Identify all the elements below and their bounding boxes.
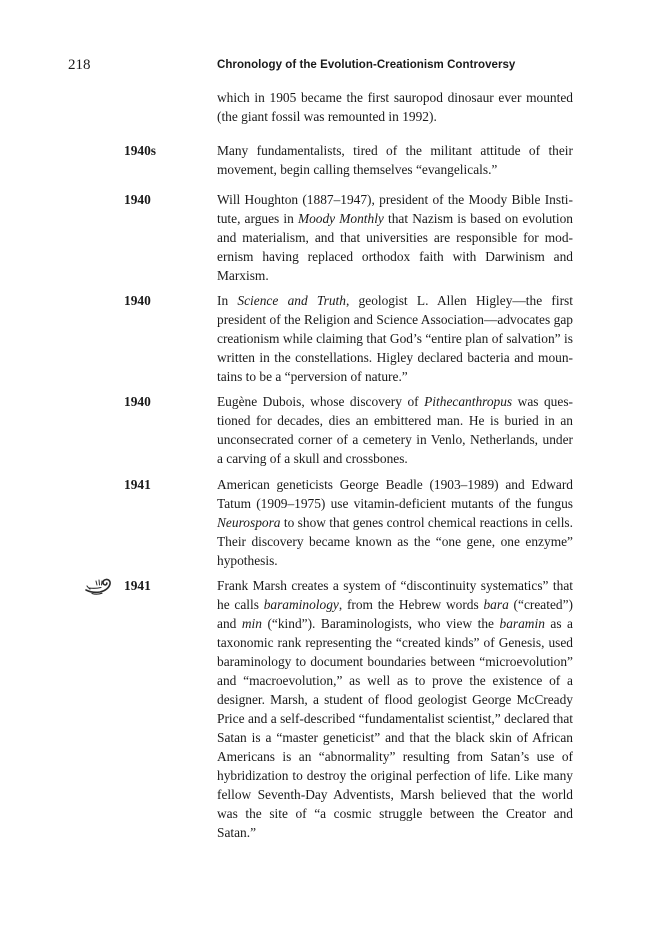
genus-name: Pithecanthropus: [424, 394, 513, 409]
entry-year: 1941: [124, 477, 151, 492]
entry-year: 1940: [124, 394, 151, 409]
entry-year: 1940: [124, 293, 151, 308]
entry-year: 1940s: [124, 143, 156, 158]
entry-text: Will Houghton (1887–1947), president of the Moody Bible Institute, argues in Moody Monthly that Nazism is based on evolution and materialism, and that universities are responsible for modernism having replaced orthodox faith with Darwinism and Marxism.: [217, 192, 574, 283]
term-baramin: baramin: [499, 616, 545, 631]
book-title: Science and Truth: [237, 293, 346, 308]
entry-year: 1940: [124, 192, 151, 207]
entry-text: American geneticists George Beadle (1903–1989) and Edward Tatum (1909–1975) use vitamin-deficient mutants of the fungus Neurospora to show that genes control chemical reactions in cells. Their discovery became known as the “one gene, one enzyme” hypothesis.: [217, 477, 573, 568]
running-head: Chronology of the Evolution-Creationism Controversy: [217, 59, 516, 71]
term-min: min: [241, 616, 262, 631]
term-baraminology: baraminology: [263, 597, 339, 612]
entry-year: 1941: [124, 578, 151, 593]
entry-text: Frank Marsh creates a system of “discontinuity systematics” that he calls baraminology, from the Hebrew words bara (“created”) and min (“kind”). Baraminologists, who view the baramin as a taxonomic rank representing the “created kinds” of Genesis, used baraminology to document boundaries between “microevolution” and “macroevolution,” as well as to prove the existence of a designer. Marsh, a student of flood geologist George McCready Price and a self-described “fundamentalist scientist,” declared that Satan is a “master geneticist” and that the black skin of African Americans is an “abnormality” resulting from Satan’s use of hybridization to destroy the original perfection of life. Like many fellow Seventh-Day Adventists, Marsh believed that the world was the site of “a cosmic struggle between the Creator and Satan.”: [217, 578, 574, 840]
shell-icon: [84, 576, 112, 596]
continuation-paragraph: which in 1905 became the first sauropod dinosaur ever mounted (the giant fossil was remounted in 1992).: [217, 90, 573, 124]
entry-text: Eugène Dubois, whose discovery of Pithecanthropus was questioned for decades, dies an embittered man. He is buried in an unconsecrated corner of a cemetery in Venlo, Netherlands, under a carving of a skull and crossbones.: [217, 394, 573, 466]
term-bara: bara: [483, 597, 509, 612]
genus-name: Neurospora: [217, 515, 281, 530]
entry-text: Many fundamentalists, tired of the militant attitude of their movement, begin calling themselves “evangelicals.”: [217, 143, 573, 177]
page-number: 218: [68, 57, 91, 73]
entry-text: In Science and Truth, geologist L. Allen Higley—the first president of the Religion and Science Association—advocates gap creationism while claiming that God’s “entire plan of salvation” is written in the constellations. Higley declared bacteria and mountains to be a “perversion of nature.”: [217, 293, 573, 384]
periodical-title: Moody Monthly: [297, 211, 384, 226]
